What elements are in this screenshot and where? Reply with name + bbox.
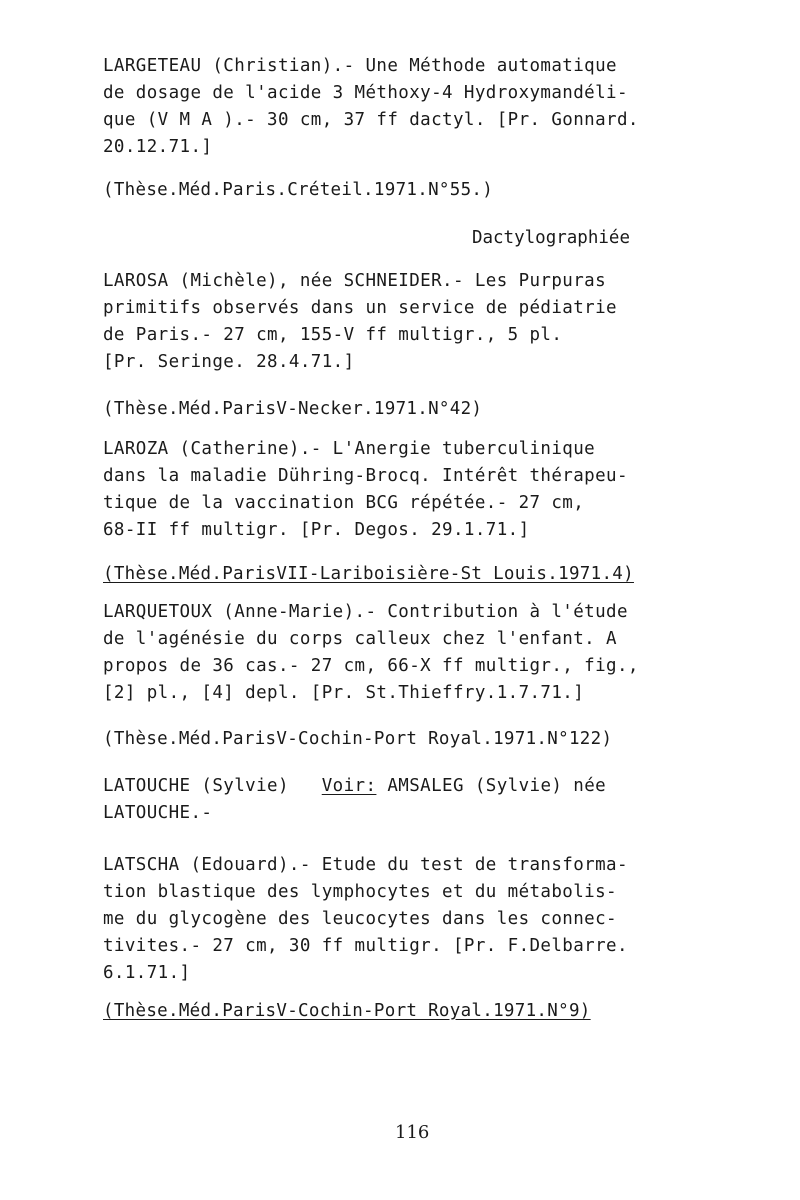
thesis-reference: (Thèse.Méd.Paris.Créteil.1971.N°55.)	[103, 180, 494, 200]
entry-line: tique de la vaccination BCG répétée.- 27 cm,	[103, 493, 585, 513]
page-number: 116	[395, 1122, 430, 1143]
entry-line: de dosage de l'acide 3 Méthoxy-4 Hydroxymandéli-	[103, 83, 628, 103]
see-target: AMSALEG (Sylvie) née	[387, 776, 607, 796]
entry-line: LAROSA (Michèle), née SCHNEIDER.- Les Purpuras	[103, 271, 607, 291]
bibliography-entry	[103, 268, 703, 376]
entry-line: 20.12.71.]	[103, 137, 213, 157]
bibliography-entry	[103, 436, 703, 544]
entry-line: LATSCHA (Edouard).- Etude du test de transforma-	[103, 855, 628, 875]
bibliography-entry	[103, 852, 703, 987]
entry-line: tion blastique des lymphocytes et du métabolis-	[103, 882, 617, 902]
entry-line: LARGETEAU (Christian).- Une Méthode automatique	[103, 56, 617, 76]
entry-line: LATOUCHE.-	[103, 803, 213, 823]
entry-line: 68-II ff multigr. [Pr. Degos. 29.1.71.]	[103, 520, 530, 540]
voir-label: Voir:	[321, 776, 377, 796]
bibliography-entry	[103, 599, 703, 707]
entry-line: me du glycogène des leucocytes dans les connec-	[103, 909, 617, 929]
entry-line: propos de 36 cas.- 27 cm, 66-X ff multigr., fig.,	[103, 656, 639, 676]
typed-marker: Dactylographiée	[471, 228, 630, 248]
thesis-reference: (Thèse.Méd.ParisV-Cochin-Port Royal.1971.N°9)	[103, 1001, 591, 1021]
bibliography-entry	[103, 53, 703, 161]
entry-line: [Pr. Seringe. 28.4.71.]	[103, 352, 355, 372]
entry-line: 6.1.71.]	[103, 963, 191, 983]
entry-line: de Paris.- 27 cm, 155-V ff multigr., 5 pl.	[103, 325, 563, 345]
thesis-reference: (Thèse.Méd.ParisV-Cochin-Port Royal.1971.N°122)	[103, 729, 613, 749]
entry-line: [2] pl., [4] depl. [Pr. St.Thieffry.1.7.71.]	[103, 683, 585, 703]
entry-line: LARQUETOUX (Anne-Marie).- Contribution à l'étude	[103, 602, 628, 622]
see-name: LATOUCHE (Sylvie)	[103, 776, 289, 796]
see-reference-entry	[103, 773, 703, 827]
entry-line: de l'agénésie du corps calleux chez l'enfant. A	[103, 629, 617, 649]
entry-line: primitifs observés dans un service de pédiatrie	[103, 298, 617, 318]
entry-line: dans la maladie Dühring-Brocq. Intérêt thérapeu-	[103, 466, 628, 486]
entry-line: que (V M A ).- 30 cm, 37 ff dactyl. [Pr. Gonnard.	[103, 110, 639, 130]
entry-line: LAROZA (Catherine).- L'Anergie tuberculinique	[103, 439, 596, 459]
entry-line	[103, 773, 703, 800]
thesis-reference: (Thèse.Méd.ParisVII-Lariboisière-St Louis.1971.4)	[103, 564, 634, 584]
entry-line: tivites.- 27 cm, 30 ff multigr. [Pr. F.Delbarre.	[103, 936, 628, 956]
thesis-reference: (Thèse.Méd.ParisV-Necker.1971.N°42)	[103, 399, 483, 419]
